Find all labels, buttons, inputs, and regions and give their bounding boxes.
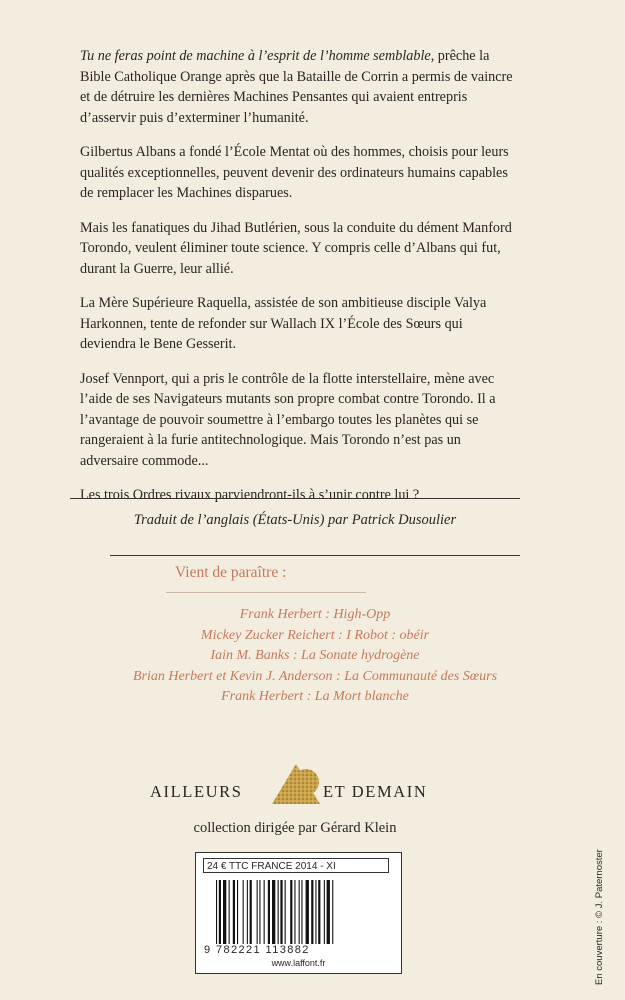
book-item: Iain M. Banks : La Sonate hydrogène [210, 648, 420, 664]
brand-text-right: ET DEMAIN [323, 782, 428, 801]
barcode-block [195, 852, 402, 974]
isbn-digits: 9 782221 113882 [204, 944, 310, 956]
blurb-paragraph-5: Josef Vennport, qui a pris le contrôle de la flotte interstellaire, mène avec l’aide de ses Navigateurs mutants son propre combat contre Torondo. Il a l’avantage de pouvoir soumettre à l’embargo toutes les planètes qui se rangeraient à la furie antitechnologique. Mais Torondo n’est pas un adversaire commode... [80, 370, 496, 469]
book-item: Brian Herbert et Kevin J. Anderson : La Communauté des Sœurs [132, 668, 498, 684]
divider-bottom [110, 555, 520, 556]
barcode-icon [216, 880, 384, 944]
book-item: Frank Herbert : High-Opp [239, 607, 391, 622]
publisher-url: www.laffont.fr [271, 958, 326, 968]
blurb-paragraph-6: Les trois Ordres rivaux parviendront-ils à s’unir contre lui ? [80, 487, 420, 503]
recent-books-list [110, 605, 520, 708]
book-item: Mickey Zucker Reichert : I Robot : obéir [200, 627, 430, 643]
blurb [80, 46, 520, 520]
blurb-quote: Tu ne feras point de machine à l’esprit de l’homme semblable [80, 48, 431, 64]
cover-credit: En couverture : © J. Paternoster [594, 849, 605, 985]
blurb-paragraph-2: Gilbertus Albans a fondé l’École Mentat où des hommes, choisis pour leurs qualités exceptionnelles, peuvent devenir des ordinateurs humains capables de remplacer les Machines disparues. [80, 144, 509, 201]
blurb-paragraph-4: La Mère Supérieure Raquella, assistée de son ambitieuse disciple Valya Harkonnen, tente de refonder sur Wallach IX l’École des Sœurs qui deviendra le Bene Gesserit. [80, 295, 487, 352]
vient-title-underline [166, 592, 366, 593]
blurb-paragraph-1-rest: , prêche la Bible Catholique Orange après que la Bataille de Corrin a permis de vaincre et de détruire les dernières Machines Pensantes qui avaient entrepris d’asservir puis d’exterminer l’humanité. [80, 48, 513, 126]
price-label: 24 € TTC FRANCE 2014 - XI [203, 858, 389, 873]
collection-brand [150, 762, 450, 822]
blurb-paragraph-3: Mais les fanatiques du Jihad Butlérien, sous la conduite du dément Manford Torondo, veulent éliminer toute science. Y compris celle d’Albans qui fut, durant la Guerre, leur allié. [80, 219, 512, 277]
book-item: Frank Herbert : La Mort blanche [221, 689, 409, 705]
translator-credit: Traduit de l’anglais (États-Unis) par Patrick Dusoulier [133, 512, 457, 528]
blurb-paragraph-1 [80, 46, 520, 128]
brand-text-left: AILLEURS [150, 782, 243, 801]
divider-top [70, 498, 520, 499]
ailleurs-et-demain-logo-icon [270, 762, 322, 806]
collection-director: collection dirigée par Gérard Klein [193, 820, 397, 836]
vient-de-paraitre-title: Vient de paraître : [175, 564, 287, 581]
